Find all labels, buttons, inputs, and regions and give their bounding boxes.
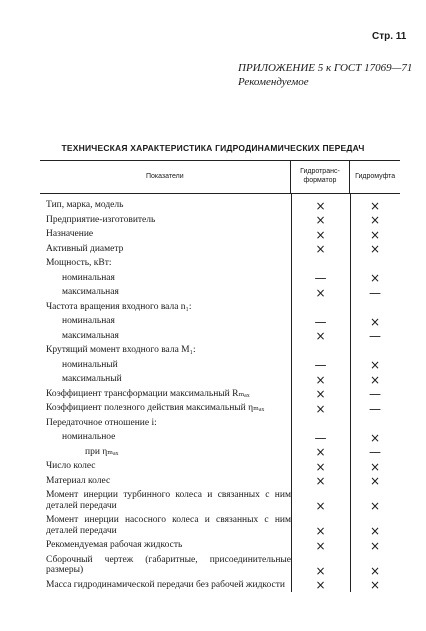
converter-mark: × <box>315 387 326 401</box>
row-parameter: номинальный <box>62 359 118 370</box>
converter-mark: — <box>314 358 327 372</box>
coupling-mark: × <box>369 538 381 553</box>
converter-mark: × <box>315 329 326 343</box>
table-row <box>40 488 400 513</box>
row-parameter: Назначение <box>46 229 94 239</box>
table-row <box>40 416 400 431</box>
converter-mark: × <box>315 538 326 553</box>
row-parameter: Масса гидродинамической передачи без рабочей жидкости <box>46 579 285 590</box>
converter-mark <box>291 343 350 358</box>
table-row <box>40 430 400 445</box>
table-row <box>40 578 400 593</box>
converter-mark: × <box>315 459 326 474</box>
column-divider <box>291 194 292 592</box>
coupling-mark <box>350 300 400 315</box>
row-parameter: Коэффициент полезного действия максимальный ηₘₐₓ <box>46 403 265 413</box>
converter-mark: — <box>314 271 327 285</box>
converter-mark <box>291 416 350 431</box>
converter-mark <box>291 300 350 315</box>
table-row <box>40 372 400 387</box>
coupling-mark: × <box>369 578 381 592</box>
row-parameter: максимальный <box>62 374 122 384</box>
converter-mark: × <box>315 474 326 488</box>
row-parameter: номинальная <box>62 272 115 283</box>
converter-mark: × <box>315 563 326 578</box>
converter-mark: × <box>315 285 326 300</box>
table-row <box>40 314 400 329</box>
coupling-mark: × <box>369 524 381 538</box>
table-row <box>40 227 400 242</box>
table-row <box>40 401 400 416</box>
coupling-mark: × <box>369 474 381 488</box>
converter-mark <box>291 256 350 271</box>
row-parameter: Мощность, кВт: <box>46 258 112 268</box>
converter-mark: × <box>315 401 326 416</box>
converter-mark: × <box>315 372 326 387</box>
table-row <box>40 459 400 474</box>
converter-mark: × <box>315 524 326 538</box>
coupling-mark <box>350 343 400 358</box>
table-row <box>40 285 400 300</box>
header-converter: Гидротранс-форматор <box>290 161 350 193</box>
row-parameter: Тип, марка, модель <box>46 200 124 210</box>
table-row <box>40 387 400 402</box>
coupling-mark: × <box>369 459 381 474</box>
converter-mark: — <box>314 430 327 445</box>
coupling-mark: — <box>369 329 381 343</box>
coupling-mark: — <box>369 387 381 401</box>
table-header <box>40 160 400 194</box>
row-parameter: Активный диаметр <box>46 243 124 254</box>
table-row <box>40 271 400 286</box>
coupling-mark: × <box>369 358 381 372</box>
coupling-mark: × <box>369 430 381 445</box>
coupling-mark: — <box>369 285 381 300</box>
row-parameter: Материал колес <box>46 475 111 486</box>
row-parameter: Передаточное отношение i: <box>46 417 157 428</box>
coupling-mark: × <box>369 499 381 513</box>
coupling-mark <box>350 416 400 431</box>
header-coupling: Гидромуфта <box>349 161 400 193</box>
table-row <box>40 242 400 257</box>
characteristics-table <box>40 160 400 592</box>
row-parameter: максимальная <box>62 330 119 341</box>
row-parameter: номинальное <box>62 432 116 442</box>
coupling-mark: × <box>369 563 381 578</box>
row-parameter: Предприятие-изготовитель <box>46 214 156 225</box>
table-row <box>40 300 400 315</box>
converter-mark: × <box>315 499 326 513</box>
coupling-mark: × <box>369 242 381 256</box>
table-row <box>40 198 400 213</box>
row-parameter: при ηₘₐₓ <box>85 446 119 457</box>
table-row <box>40 474 400 489</box>
table-row <box>40 256 400 271</box>
row-parameter: максимальная <box>62 287 119 297</box>
column-divider <box>350 194 351 592</box>
row-parameter: Частота вращения входного вала n₁: <box>46 301 192 312</box>
converter-mark: × <box>315 578 326 592</box>
row-parameter: номинальная <box>62 316 115 326</box>
coupling-mark: × <box>369 198 381 213</box>
row-parameter: Крутящий момент входного вала M₁: <box>46 345 196 355</box>
coupling-mark: — <box>369 445 381 459</box>
page-number: Стр. 11 <box>372 31 407 42</box>
table-row <box>40 329 400 344</box>
table-row <box>40 553 400 578</box>
converter-mark: × <box>315 213 326 227</box>
coupling-mark: × <box>369 213 381 227</box>
converter-mark: — <box>314 314 327 329</box>
converter-mark: × <box>315 227 326 242</box>
coupling-mark <box>350 256 400 271</box>
coupling-mark: — <box>369 401 381 416</box>
row-parameter: Сборочный чертеж (габаритные, присоединительные размеры) <box>46 554 291 575</box>
table-row <box>40 358 400 373</box>
coupling-mark: × <box>369 372 381 387</box>
recommended-label: Рекомендуемое <box>238 76 309 88</box>
coupling-mark: × <box>369 271 381 285</box>
row-parameter: Рекомендуемая рабочая жидкость <box>46 540 183 550</box>
table-title: ТЕХНИЧЕСКАЯ ХАРАКТЕРИСТИКА ГИДРОДИНАМИЧЕСКИХ ПЕРЕДАЧ <box>61 143 365 153</box>
table-row <box>40 445 400 460</box>
coupling-mark: × <box>369 227 381 242</box>
row-parameter: Коэффициент трансформации максимальный Rₘₐₓ <box>46 388 250 399</box>
coupling-mark: × <box>369 314 381 329</box>
converter-mark: × <box>315 445 326 459</box>
table-row <box>40 538 400 553</box>
row-parameter: Момент инерции турбинного колеса и связанных с ним деталей передачи <box>46 490 291 511</box>
converter-mark: × <box>315 198 326 213</box>
row-parameter: Момент инерции насосного колеса и связанных с ним деталей передачи <box>46 515 291 536</box>
header-parameter: Показатели <box>145 172 184 180</box>
table-body <box>40 194 400 592</box>
appendix-reference: ПРИЛОЖЕНИЕ 5 к ГОСТ 17069—71 <box>238 62 413 74</box>
table-row <box>40 343 400 358</box>
converter-mark: × <box>315 242 326 256</box>
row-parameter: Число колес <box>46 461 96 471</box>
table-row <box>40 213 400 228</box>
table-row <box>40 513 400 538</box>
